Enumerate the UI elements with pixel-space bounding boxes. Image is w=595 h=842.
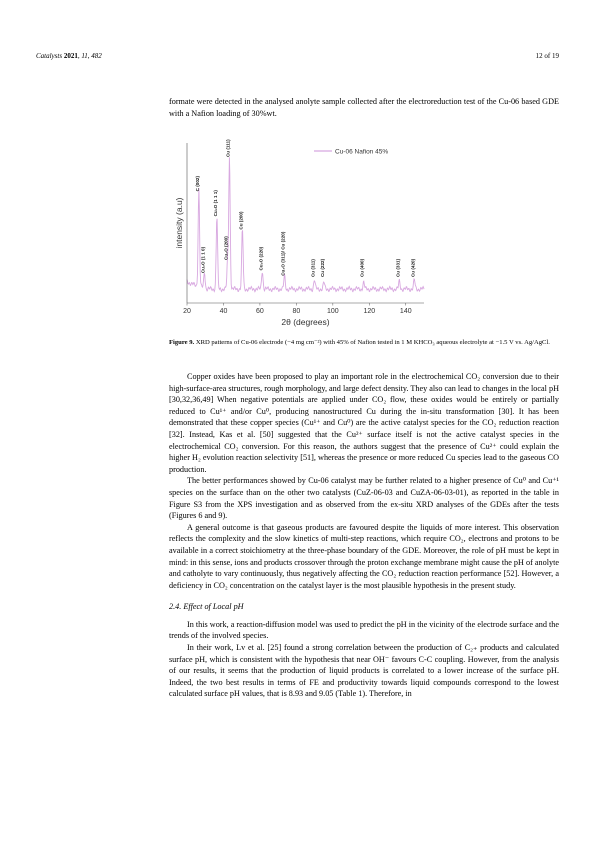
peak-label: Cu (111)	[225, 139, 231, 157]
x-tick-label: 40	[219, 308, 228, 315]
legend-label: Cu-06 Nafion 45%	[335, 148, 389, 156]
peak-label: Cu (222)	[319, 258, 325, 277]
paragraph-better-performances: The better performances showed by Cu-06 catalyst may be further related to a higher presence of Cu⁰ and Cu⁺¹ species on the surface than on the other two catalysts (CuZ-06-03 and CuZA-06-03-01), as reported in the table in Figure S3 from the XPS investigation and as observed from the ex-situ XRD analyses of the GDEs after the tests (Figures 6 and 9).	[169, 476, 559, 521]
paragraph-copper-oxides: Copper oxides have been proposed to play an important role in the electrochemical CO₂ conversion due to their high-surface-area structures, rough morphology, and large defect density. They also can lead to changes in the local pH [30,32,36,49] When negative potentials are applied under CO₂ flow, these oxides would be entirely or partially reduced to Cu¹⁺ and/or Cu⁰, producing nanostructured Cu during the in-situ transformation [30]. It has been demonstrated that these copper species (Cu¹⁺ and Cu⁰) are the active catalyst species for the CO₂ reduction reaction [32]. Instead, Kas et al. [50] suggested that the Cu²⁺ surface itself is not the active catalyst species in the electrochemical CO₂ conversion. For this reason, the authors suggest that the presence of Cu²⁺ could explain the higher H₂ evolution reaction selectivity [51], whereas the presence or more reduced Cu species lead to the gaseous CO production.	[169, 372, 559, 474]
paragraph-general-outcome: A general outcome is that gaseous products are favoured despite the liquids of more interest. This observation reflects the complexity and the slow kinetics of multi-step reactions, which require CO₂, electrons and protons to be available in a correct stoichiometry at the three-phase boundary of the GDE. Moreover, the role of pH must be kept in mind: in this sense, ions and products crossover through the proton exchange membrane might cause the pH of anolyte and catholyte to vary continuously, thus negatively affecting the CO₂ reduction reaction performance [52]. However, a deficiency in CO₂ concentration on the catalyst layer is the most plausible hypothesis in the present study.	[169, 522, 559, 590]
peak-label: C (002)	[194, 175, 200, 192]
paragraph-lv-et-al: In their work, Lv et al. [25] found a strong correlation between the production of C₂₊ products and calculated surface pH, which is consistent with the hypothesis that near OH⁻ favours C-C coupling. However, from the analysis of our results, it seems that the production of liquid products is correlated to a lower increase of the surface pH. Indeed, the two best results in terms of FE and productivity towards liquid compounds correspond to the lowest calculated surface pH values, that is 8.93 and 9.05 (Table 1). Therefore, in	[169, 643, 559, 699]
section-heading: 2.4. Effect of Local pH	[169, 602, 244, 612]
page-number: 12 of 19	[535, 52, 559, 60]
peak-label: Cu₂O (311)/ Cu (220)	[280, 231, 286, 276]
figure-label: Figure 9.	[169, 339, 195, 346]
x-tick-label: 20	[183, 308, 191, 315]
figure-caption	[169, 338, 559, 348]
x-tick-label: 80	[292, 308, 301, 315]
x-tick-label: 140	[399, 308, 412, 315]
body-text	[169, 371, 559, 700]
intro-paragraph: formate were detected in the analysed anolyte sample collected after the electroreduction test of the Cu-06 based GDE with a Nafion loading of 30%wt.	[169, 97, 559, 118]
xrd-chart	[169, 135, 569, 335]
figure-caption-text: XRD patterns of Cu-06 electrode (−4 mg cm⁻²) with 45% of Nafion tested in 1 M KHCO₃ aqueous electrolyte at −1.5 V vs. Ag/AgCl.	[195, 339, 550, 346]
peak-label: Cu (420)	[410, 258, 416, 277]
peak-label: Cu₂O (220)	[258, 246, 264, 271]
xrd-figure	[169, 135, 569, 335]
x-tick-label: 100	[327, 308, 339, 315]
x-axis-label: 2θ (degrees)	[281, 317, 330, 327]
x-tick-label: 60	[256, 308, 264, 315]
plot-area	[187, 143, 424, 303]
peak-label: Cu (200)	[238, 211, 244, 230]
running-header	[36, 52, 559, 66]
peak-label: Cu (400)	[359, 258, 365, 277]
peak-label: Cu₂O (1 1 0)	[200, 246, 206, 274]
peak-label: Cu₂O (200)	[223, 236, 229, 260]
x-tick-label: 120	[363, 308, 376, 315]
journal-citation: Catalysts 2021, 11, 482	[36, 52, 102, 60]
paragraph-reaction-diffusion: In this work, a reaction-diffusion model was used to predict the pH in the vicinity of the electrode surface and the trends of the involved species.	[169, 619, 559, 641]
y-axis-label: intensity (a.u)	[174, 197, 184, 249]
peak-label: Cu (331)	[395, 258, 401, 277]
peak-label: Cu (311)	[310, 259, 316, 277]
peak-label: Cu₂O (1 1 1)	[212, 190, 218, 217]
